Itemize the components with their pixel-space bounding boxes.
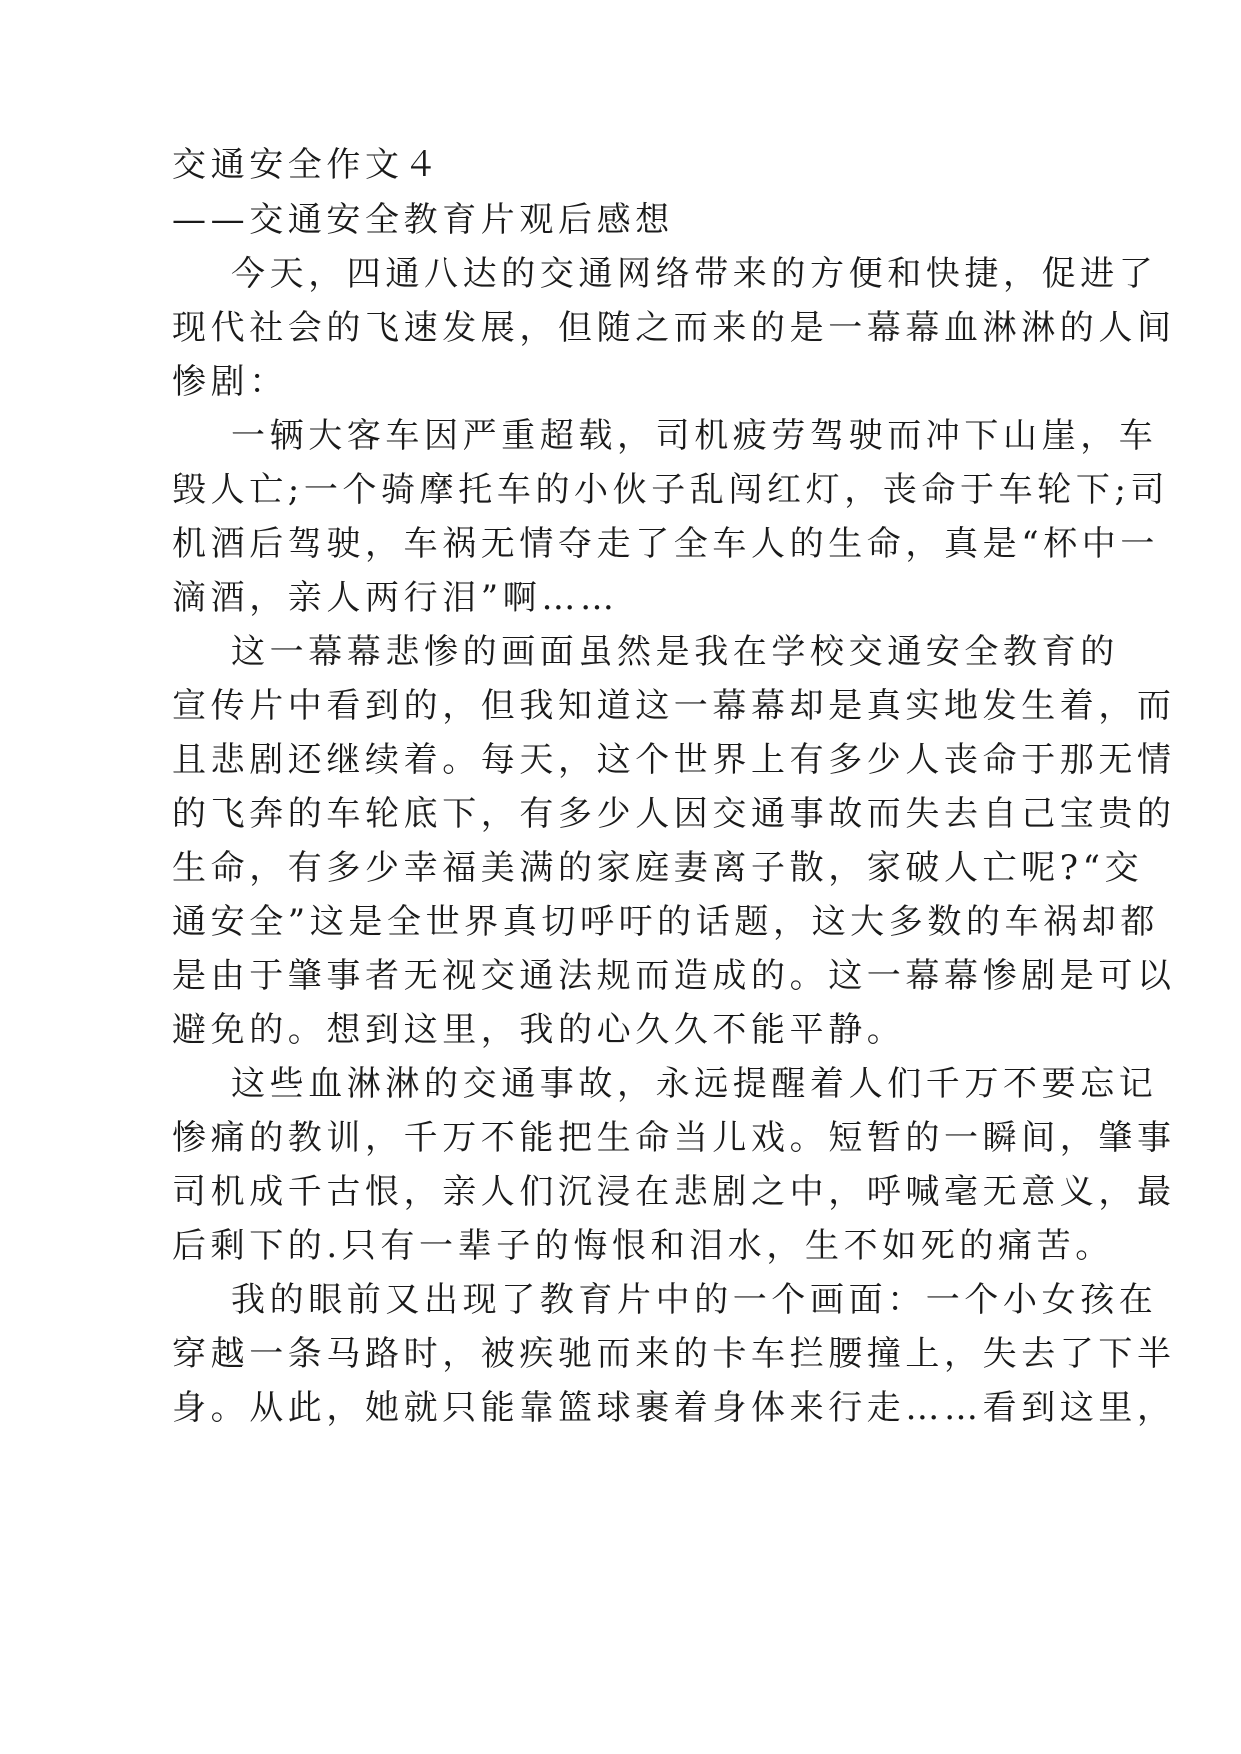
paragraph-3-line-8: 避免的。想到这里，我的心久久不能平静。 xyxy=(172,1010,906,1050)
paragraph-1-line-1: 今天，四通八达的交通网络带来的方便和快捷，促进了 xyxy=(231,254,1158,294)
paragraph-1-line-3: 惨剧： xyxy=(172,362,288,402)
paragraph-2-line-2: 毁人亡;一个骑摩托车的小伙子乱闯红灯，丧命于车轮下;司 xyxy=(172,470,1170,510)
document-subtitle: ——交通安全教育片观后感想 xyxy=(172,200,674,240)
paragraph-3-line-2: 宣传片中看到的，但我知道这一幕幕却是真实地发生着，而 xyxy=(172,686,1176,726)
paragraph-4-line-4: 后剩下的.只有一辈子的悔恨和泪水，生不如死的痛苦。 xyxy=(172,1226,1114,1266)
paragraph-2-line-4: 滴酒，亲人两行泪”啊…… xyxy=(172,578,619,618)
paragraph-1-line-2: 现代社会的飞速发展，但随之而来的是一幕幕血淋淋的人间 xyxy=(172,308,1176,348)
paragraph-5-line-1: 我的眼前又出现了教育片中的一个画面：一个小女孩在 xyxy=(231,1280,1158,1320)
paragraph-5-line-3: 身。从此，她就只能靠篮球裹着身体来行走……看到这里， xyxy=(172,1388,1176,1428)
paragraph-3-line-6: 通安全”这是全世界真切呼吁的话题，这大多数的车祸却都 xyxy=(172,902,1159,942)
paragraph-4-line-3: 司机成千古恨，亲人们沉浸在悲剧之中，呼喊毫无意义，最 xyxy=(172,1172,1176,1212)
paragraph-3-line-3: 且悲剧还继续着。每天，这个世界上有多少人丧命于那无情 xyxy=(172,740,1176,780)
paragraph-4-line-2: 惨痛的教训，千万不能把生命当儿戏。短暂的一瞬间，肇事 xyxy=(172,1118,1176,1158)
paragraph-3-line-4: 的飞奔的车轮底下，有多少人因交通事故而失去自己宝贵的 xyxy=(172,794,1176,834)
paragraph-5-line-2: 穿越一条马路时，被疾驰而来的卡车拦腰撞上，失去了下半 xyxy=(172,1334,1176,1374)
paragraph-4-line-1: 这些血淋淋的交通事故，永远提醒着人们千万不要忘记 xyxy=(231,1064,1158,1104)
paragraph-2-line-3: 机酒后驾驶，车祸无情夺走了全车人的生命，真是“杯中一 xyxy=(172,524,1159,564)
document-title: 交通安全作文４ xyxy=(172,145,443,185)
paragraph-3-line-5: 生命，有多少幸福美满的家庭妻离子散，家破人亡呢?“交 xyxy=(172,848,1144,888)
paragraph-3-line-1: 这一幕幕悲惨的画面虽然是我在学校交通安全教育的 xyxy=(231,632,1119,672)
paragraph-2-line-1: 一辆大客车因严重超载，司机疲劳驾驶而冲下山崖，车 xyxy=(231,416,1158,456)
paragraph-3-line-7: 是由于肇事者无视交通法规而造成的。这一幕幕惨剧是可以 xyxy=(172,956,1176,996)
